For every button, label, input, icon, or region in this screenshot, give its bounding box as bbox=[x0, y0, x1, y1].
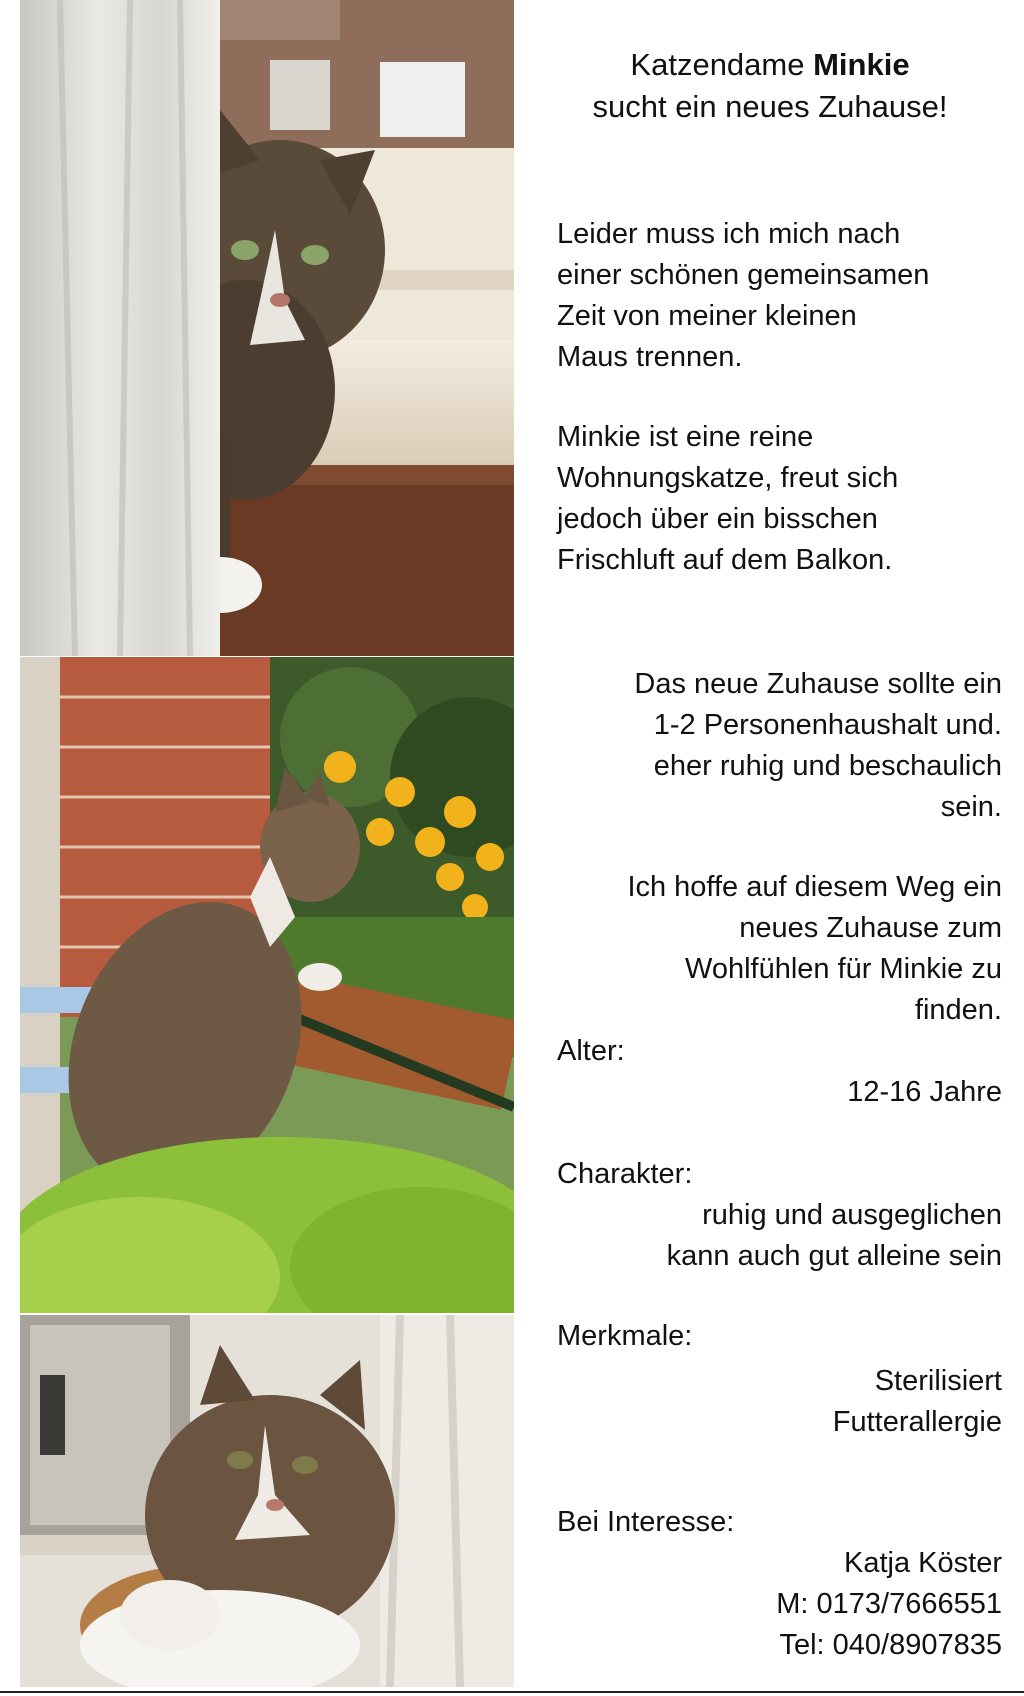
text-line: Maus trennen. bbox=[557, 341, 743, 373]
text-line: jedoch über ein bisschen bbox=[557, 503, 878, 535]
text-line: Wohlfühlen für Minkie zu bbox=[684, 953, 1002, 985]
cat-name: Minkie bbox=[813, 47, 910, 82]
text-line: Wohnungskatze, freut sich bbox=[557, 462, 899, 494]
features-label: Merkmale: bbox=[557, 1320, 693, 1352]
contact-mobile: M: 0173/7666551 bbox=[776, 1588, 1002, 1620]
page-bottom-rule bbox=[0, 1691, 1024, 1693]
age-value: 12-16 Jahre bbox=[847, 1076, 1002, 1108]
feature-value: Futterallergie bbox=[832, 1406, 1002, 1438]
text-line: Zeit von meiner kleinen bbox=[557, 300, 857, 332]
home-paragraph bbox=[557, 664, 1002, 828]
features-section bbox=[557, 1316, 1002, 1443]
text-line: Frischluft auf dem Balkon. bbox=[557, 544, 893, 576]
photo-cat-at-window bbox=[20, 0, 514, 656]
character-value: ruhig und ausgeglichen bbox=[702, 1199, 1002, 1231]
page-title bbox=[540, 44, 1000, 128]
text-line: Minkie ist eine reine bbox=[557, 421, 814, 453]
photo-cat-on-balcony bbox=[20, 657, 514, 1313]
contact-name: Katja Köster bbox=[844, 1547, 1002, 1579]
contact-phone: Tel: 040/8907835 bbox=[779, 1629, 1002, 1661]
character-value: kann auch gut alleine sein bbox=[666, 1240, 1002, 1272]
age-label: Alter: bbox=[557, 1035, 625, 1067]
hope-paragraph bbox=[557, 867, 1002, 1031]
contact-label: Bei Interesse: bbox=[557, 1506, 735, 1538]
text-line: sein. bbox=[940, 791, 1002, 823]
text-line: Ich hoffe auf diesem Weg ein bbox=[627, 871, 1002, 903]
title-subtitle: sucht ein neues Zuhause! bbox=[592, 89, 948, 124]
photo-cat-in-basket bbox=[20, 1315, 514, 1687]
character-label: Charakter: bbox=[557, 1158, 693, 1190]
intro-paragraph bbox=[557, 214, 1002, 378]
age-section bbox=[557, 1031, 1002, 1113]
text-line: neues Zuhause zum bbox=[739, 912, 1002, 944]
feature-value: Sterilisiert bbox=[874, 1365, 1002, 1397]
living-paragraph bbox=[557, 417, 1002, 581]
character-section bbox=[557, 1154, 1002, 1277]
contact-section bbox=[557, 1502, 1002, 1666]
text-line: Das neue Zuhause sollte ein bbox=[634, 668, 1002, 700]
title-prefix: Katzendame bbox=[630, 47, 814, 82]
text-line: Leider muss ich mich nach bbox=[557, 218, 901, 250]
text-line: eher ruhig und beschaulich bbox=[653, 750, 1002, 782]
text-line: finden. bbox=[914, 994, 1002, 1026]
text-line: einer schönen gemeinsamen bbox=[557, 259, 930, 291]
text-line: 1-2 Personenhaushalt und. bbox=[653, 709, 1002, 741]
